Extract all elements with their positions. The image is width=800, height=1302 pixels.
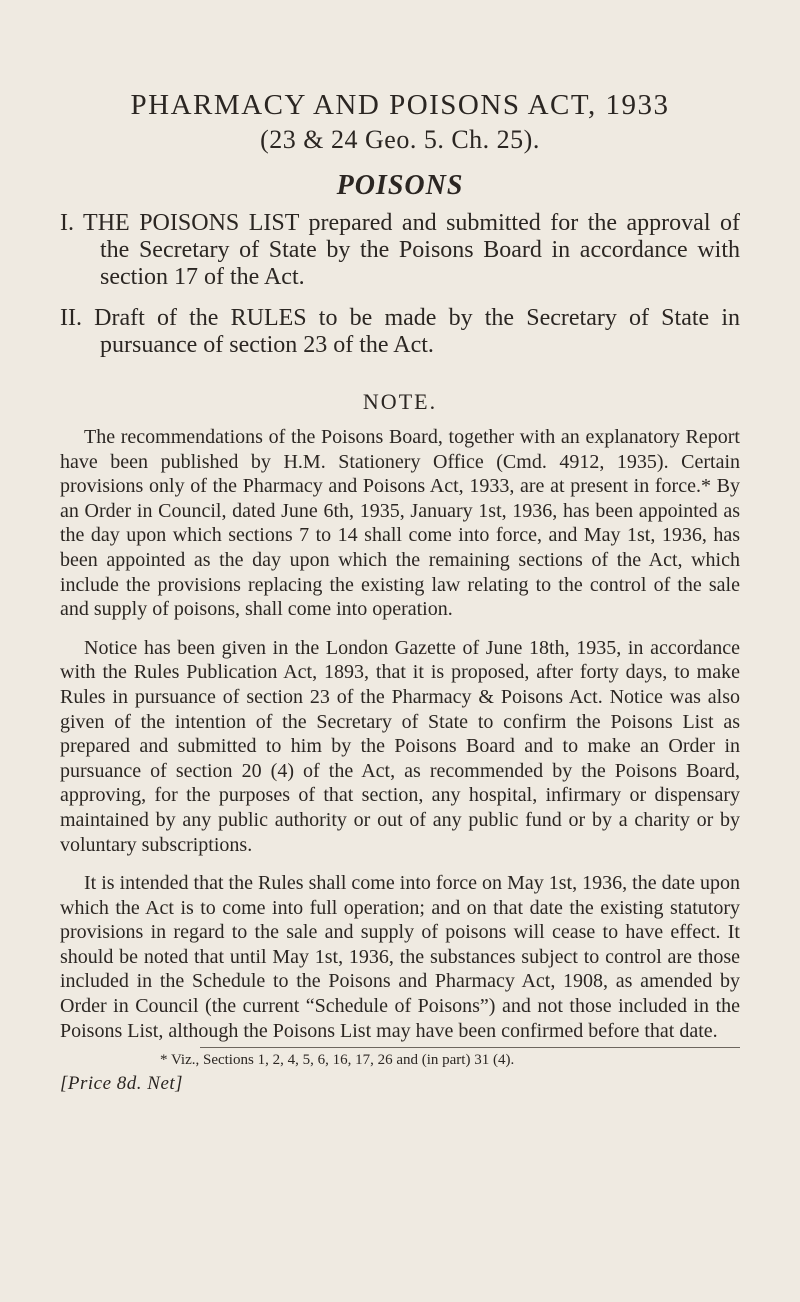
note-paragraph: The recommendations of the Poisons Board, together with an explanatory Report have been published by H.M. Stationery Office (Cmd. 4912, 1935). Certain provisions only of the Pharmacy and Poisons Act, 1933, are at present in force.* By an Order in Council, dated June 6th, 1935, January 1st, 1936, has been appointed as the day upon which sections 7 to 14 shall come into force, and May 1st, 1936, has been appointed as the day upon which the remaining sections of the Act, which include the provisions replacing the existing law relating to the control of the sale and supply of poisons, shall come into operation. bbox=[60, 426, 740, 621]
note-heading: NOTE. bbox=[362, 389, 438, 414]
footnote: * Viz., Sections 1, 2, 4, 5, 6, 16, 17, 26 and (in part) 31 (4). bbox=[160, 1052, 515, 1069]
section-title: POISONS bbox=[336, 170, 464, 201]
list-item-poisons-list: I. THE POISONS LIST prepared and submitted for the approval of the Secretary of State by the Poisons Board in accordance with section 17 of the Act. bbox=[60, 210, 740, 290]
list-item-draft-rules: II. Draft of the RULES to be made by the Secretary of State in pursuance of section 23 of the Act. bbox=[60, 305, 740, 358]
note-paragraph: It is intended that the Rules shall come into force on May 1st, 1936, the date upon which the Act is to come into full operation; and on that date the existing statutory provisions in regard to the sale and supply of poisons will cease to have effect. It should be noted that until May 1st, 1936, the substances subject to control are those included in the Schedule to the Poisons and Pharmacy Act, 1908, as amended by Order in Council (the current “Schedule of Poisons”) and not those included in the Poisons List, although the Poisons List may have been confirmed before that date. bbox=[60, 872, 740, 1042]
note-paragraph: Notice has been given in the London Gazette of June 18th, 1935, in accordance with the Rules Publication Act, 1893, that it is proposed, after forty days, to make Rules in pursuance of section 23 of the Pharmacy & Poisons Act. Notice was also given of the intention of the Secretary of State to confirm the Poisons List as prepared and submitted to him by the Poisons Board and to make an Order in pursuance of section 20 (4) of the Act, as recommended by the Poisons Board, approving, for the purposes of that section, any hospital, infirmary or dispensary maintained by any public authority or out of any public fund or by a charity or by voluntary subscriptions. bbox=[60, 636, 740, 856]
act-reference: (23 & 24 Geo. 5. Ch. 25). bbox=[260, 125, 540, 154]
act-title: PHARMACY AND POISONS ACT, 1933 bbox=[130, 89, 670, 121]
footnote-divider bbox=[200, 1047, 740, 1048]
price-label: [Price 8d. Net] bbox=[60, 1073, 184, 1095]
